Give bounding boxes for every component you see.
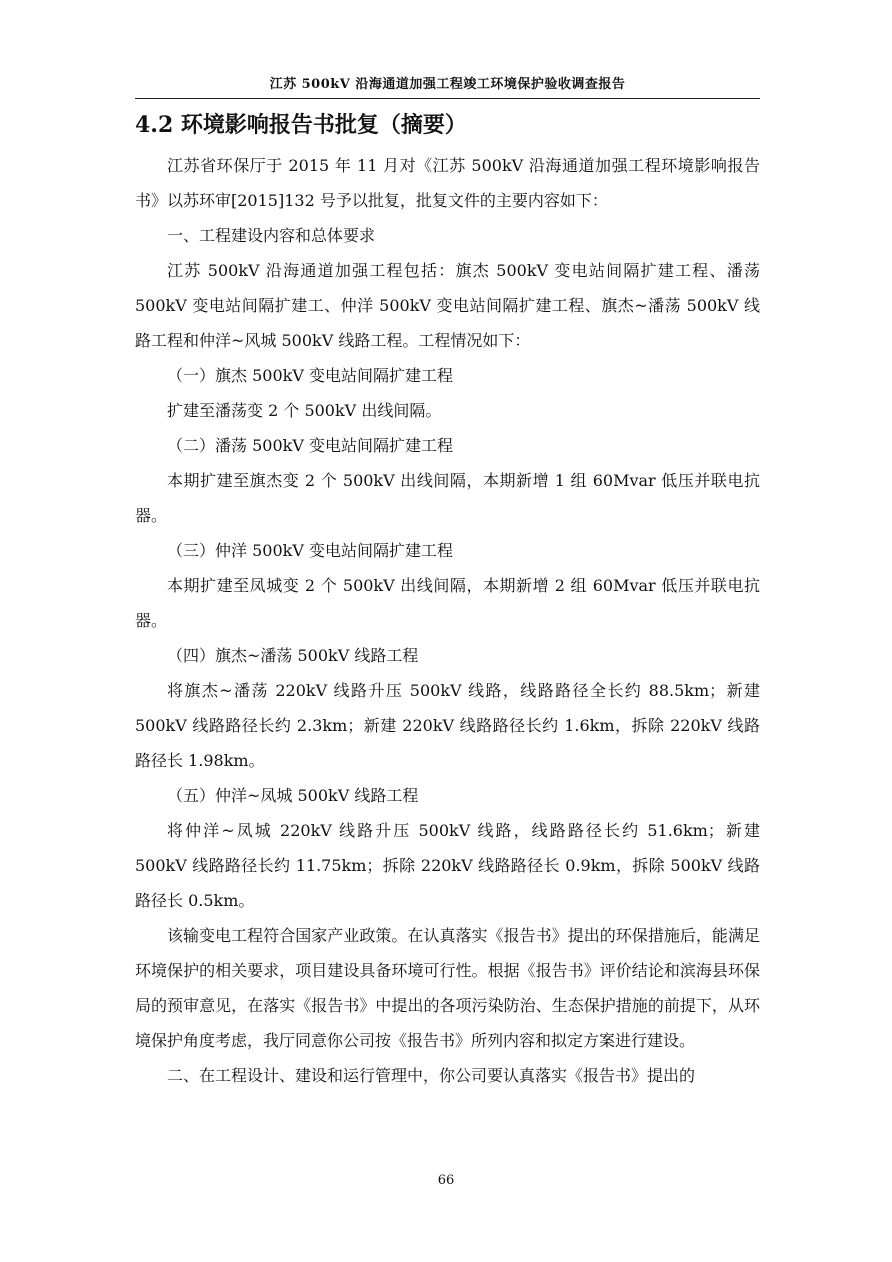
paragraph: 江苏 500kV 沿海通道加强工程包括：旗杰 500kV 变电站间隔扩建工程、潘荡 500kV 变电站间隔扩建工、仲洋 500kV 变电站间隔扩建工程、旗杰~潘荡 500kV 线路工程和仲洋~风城 500kV 线路工程。工程情况如下： (135, 261, 760, 350)
running-header: 江苏 500kV 沿海通道加强工程竣工环境保护验收调查报告 (269, 77, 626, 92)
paragraph: （一）旗杰 500kV 变电站间隔扩建工程 (167, 366, 453, 385)
paragraph: （二）潘荡 500kV 变电站间隔扩建工程 (167, 436, 453, 455)
paragraph: 一、工程建设内容和总体要求 (167, 226, 376, 245)
header-divider (135, 98, 760, 99)
paragraph: 扩建至潘荡变 2 个 500kV 出线间隔。 (167, 401, 442, 420)
paragraph: 该输变电工程符合国家产业政策。在认真落实《报告书》提出的环保措施后，能满足环境保护的相关要求，项目建设具备环境可行性。根据《报告书》评价结论和滨海县环保局的预审意见，在落实《报告书》中提出的各项污染防治、生态保护措施的前提下，从环境保护角度考虑，我厅同意你公司按《报告书》所列内容和拟定方案进行建设。 (135, 926, 760, 1050)
paragraph: 江苏省环保厅于 2015 年 11 月对《江苏 500kV 沿海通道加强工程环境影响报告书》以苏环审[2015]132 号予以批复，批复文件的主要内容如下： (135, 156, 760, 210)
paragraph: 将旗杰~潘荡 220kV 线路升压 500kV 线路，线路路径全长约 88.5km；新建 500kV 线路路径长约 2.3km；新建 220kV 线路路径长约 1.6km，拆除 220kV 线路路径长 1.98km。 (135, 681, 760, 770)
body-text (135, 148, 760, 1093)
paragraph: （三）仲洋 500kV 变电站间隔扩建工程 (167, 541, 453, 560)
paragraph: （四）旗杰~潘荡 500kV 线路工程 (167, 646, 419, 665)
paragraph: 二、在工程设计、建设和运行管理中，你公司要认真落实《报告书》提出的 (167, 1066, 696, 1085)
paragraph: 本期扩建至旗杰变 2 个 500kV 出线间隔，本期新增 1 组 60Mvar 低压并联电抗器。 (135, 471, 760, 525)
paragraph: 本期扩建至凤城变 2 个 500kV 出线间隔，本期新增 2 组 60Mvar 低压并联电抗器。 (135, 576, 760, 630)
paragraph: 将仲洋~凤城 220kV 线路升压 500kV 线路，线路路径长约 51.6km；新建 500kV 线路路径长约 11.75km；拆除 220kV 线路路径长 0.9km，拆除 500kV 线路路径长 0.5km。 (135, 821, 760, 910)
page-number: 66 (437, 1173, 455, 1188)
section-title: 4.2 环境影响报告书批复（摘要） (135, 112, 467, 138)
paragraph: （五）仲洋~凤城 500kV 线路工程 (167, 786, 419, 805)
